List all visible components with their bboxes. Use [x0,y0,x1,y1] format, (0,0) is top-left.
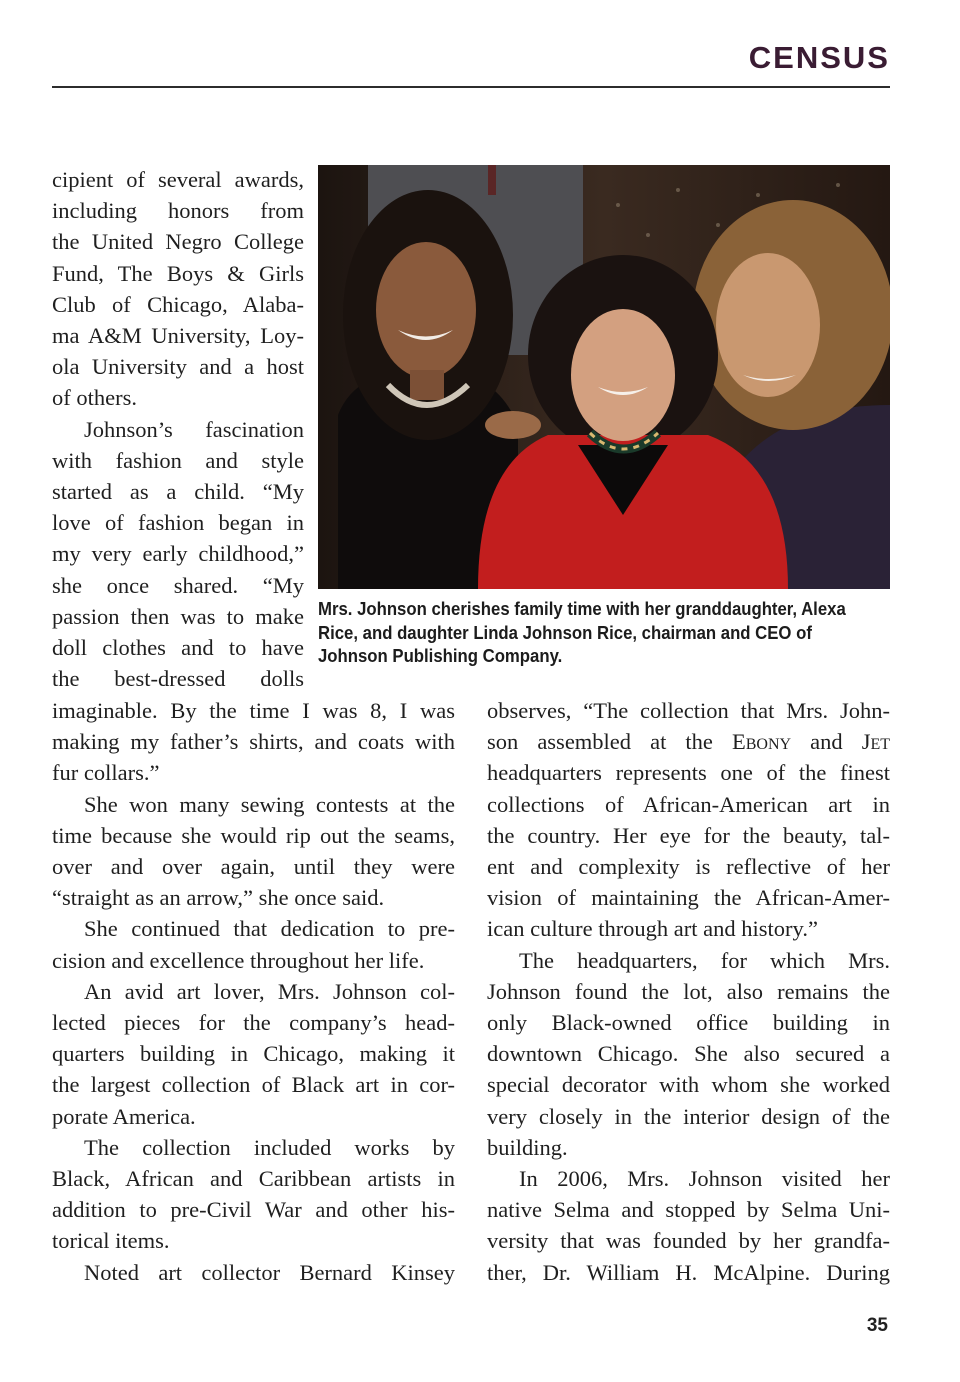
text-line: Johnson’s fascination [84,416,304,442]
text-line: cipient of several awards, [52,167,304,192]
text-line: of others. [52,385,137,411]
text-line: The collection included works by [84,1134,455,1160]
text-line: Club of Chicago, Alaba- [52,291,304,317]
text-line: vision of maintaining the African-Amer- [487,885,890,911]
caption-line: Johnson Publishing Company. [318,646,563,666]
text-fragment: son assembled at the [487,729,732,755]
text-line: The headquarters, for which Mrs. [519,947,890,973]
jet-magazine-name: Jet [861,729,890,755]
text-line: She won many sewing contests at the [84,791,455,817]
text-line: she once shared. “My [52,572,304,598]
caption-line: Mrs. Johnson cherishes family time with her granddaughter, Alexa [318,599,846,619]
text-line: very closely in the interior design of the [487,1103,890,1129]
text-line: the best-dressed dolls [52,666,304,692]
family-photo [318,165,890,589]
text-line: the country. Her eye for the beauty, tal- [487,822,890,848]
text-line: ther, Dr. William H. McAlpine. During [487,1259,890,1285]
text-line: fur collars.” [52,760,160,786]
text-line: She continued that dedication to pre- [84,916,455,942]
header-rule [52,86,890,88]
text-line: Fund, The Boys & Girls [52,260,304,286]
photo-caption [318,598,850,669]
text-line: headquarters represents one of the finest [487,760,890,786]
text-line [487,726,890,757]
text-line: collections of African-American art in [487,791,890,817]
text-line: the United Negro College [52,229,304,255]
text-line: Johnson found the lot, also remains the [487,978,890,1004]
text-line: ican culture through art and history.” [487,916,818,942]
text-line: quarters building in Chicago, making it [52,1041,455,1067]
text-line: the largest collection of Black art in cor- [52,1072,455,1098]
caption-line: Rice, and daughter Linda Johnson Rice, chairman and CEO of [318,622,812,643]
text-line: including honors from [52,198,304,224]
text-line: special decorator with whom she worked [487,1072,890,1098]
ebony-magazine-name: Ebony [731,729,792,755]
text-line: An avid art lover, Mrs. Johnson col- [84,978,455,1004]
text-line: only Black-owned office building in [487,1010,890,1036]
text-line: downtown Chicago. She also secured a [487,1041,890,1067]
text-line: observes, “The collection that Mrs. John- [487,698,890,723]
text-line: versity that was founded by her grandfa- [487,1228,890,1254]
text-line: my very early childhood,” [52,541,304,567]
text-line: started as a child. “My [52,479,304,505]
right-column [487,695,890,1288]
text-line: “straight as an arrow,” she once said. [52,885,385,911]
text-line: Noted art collector Bernard Kinsey [84,1259,455,1285]
left-column [52,695,455,1288]
text-line: ma A&M University, Loy- [52,323,304,349]
text-line: lected pieces for the company’s head- [52,1010,455,1036]
text-line: porate America. [52,1103,196,1129]
text-line: imaginable. By the time I was 8, I was [52,698,455,723]
text-line: with fashion and style [52,447,304,473]
text-line: building. [487,1134,568,1160]
text-line: time because she would rip out the seams, [52,822,455,848]
text-line: passion then was to make [52,603,304,629]
text-line: In 2006, Mrs. Johnson visited her [519,1166,890,1192]
wrap-column [52,164,304,694]
text-line: native Selma and stopped by Selma Uni- [487,1197,890,1223]
text-fragment: and [791,729,862,755]
text-line: cision and excellence throughout her life. [52,947,425,973]
text-line: doll clothes and to have [52,635,304,661]
text-line: love of fashion began in [52,510,304,536]
page-number: 35 [866,1315,888,1336]
text-line: torical items. [52,1228,170,1254]
text-line: ent and complexity is reflective of her [487,854,890,880]
section-title: CENSUS [748,40,890,75]
text-line: addition to pre-Civil War and other his- [52,1197,455,1223]
text-line: ola University and a host [52,354,304,380]
text-line: Black, African and Caribbean artists in [52,1166,455,1192]
text-line: making my father’s shirts, and coats with [52,729,455,755]
text-line: over and over again, until they were [52,854,455,880]
